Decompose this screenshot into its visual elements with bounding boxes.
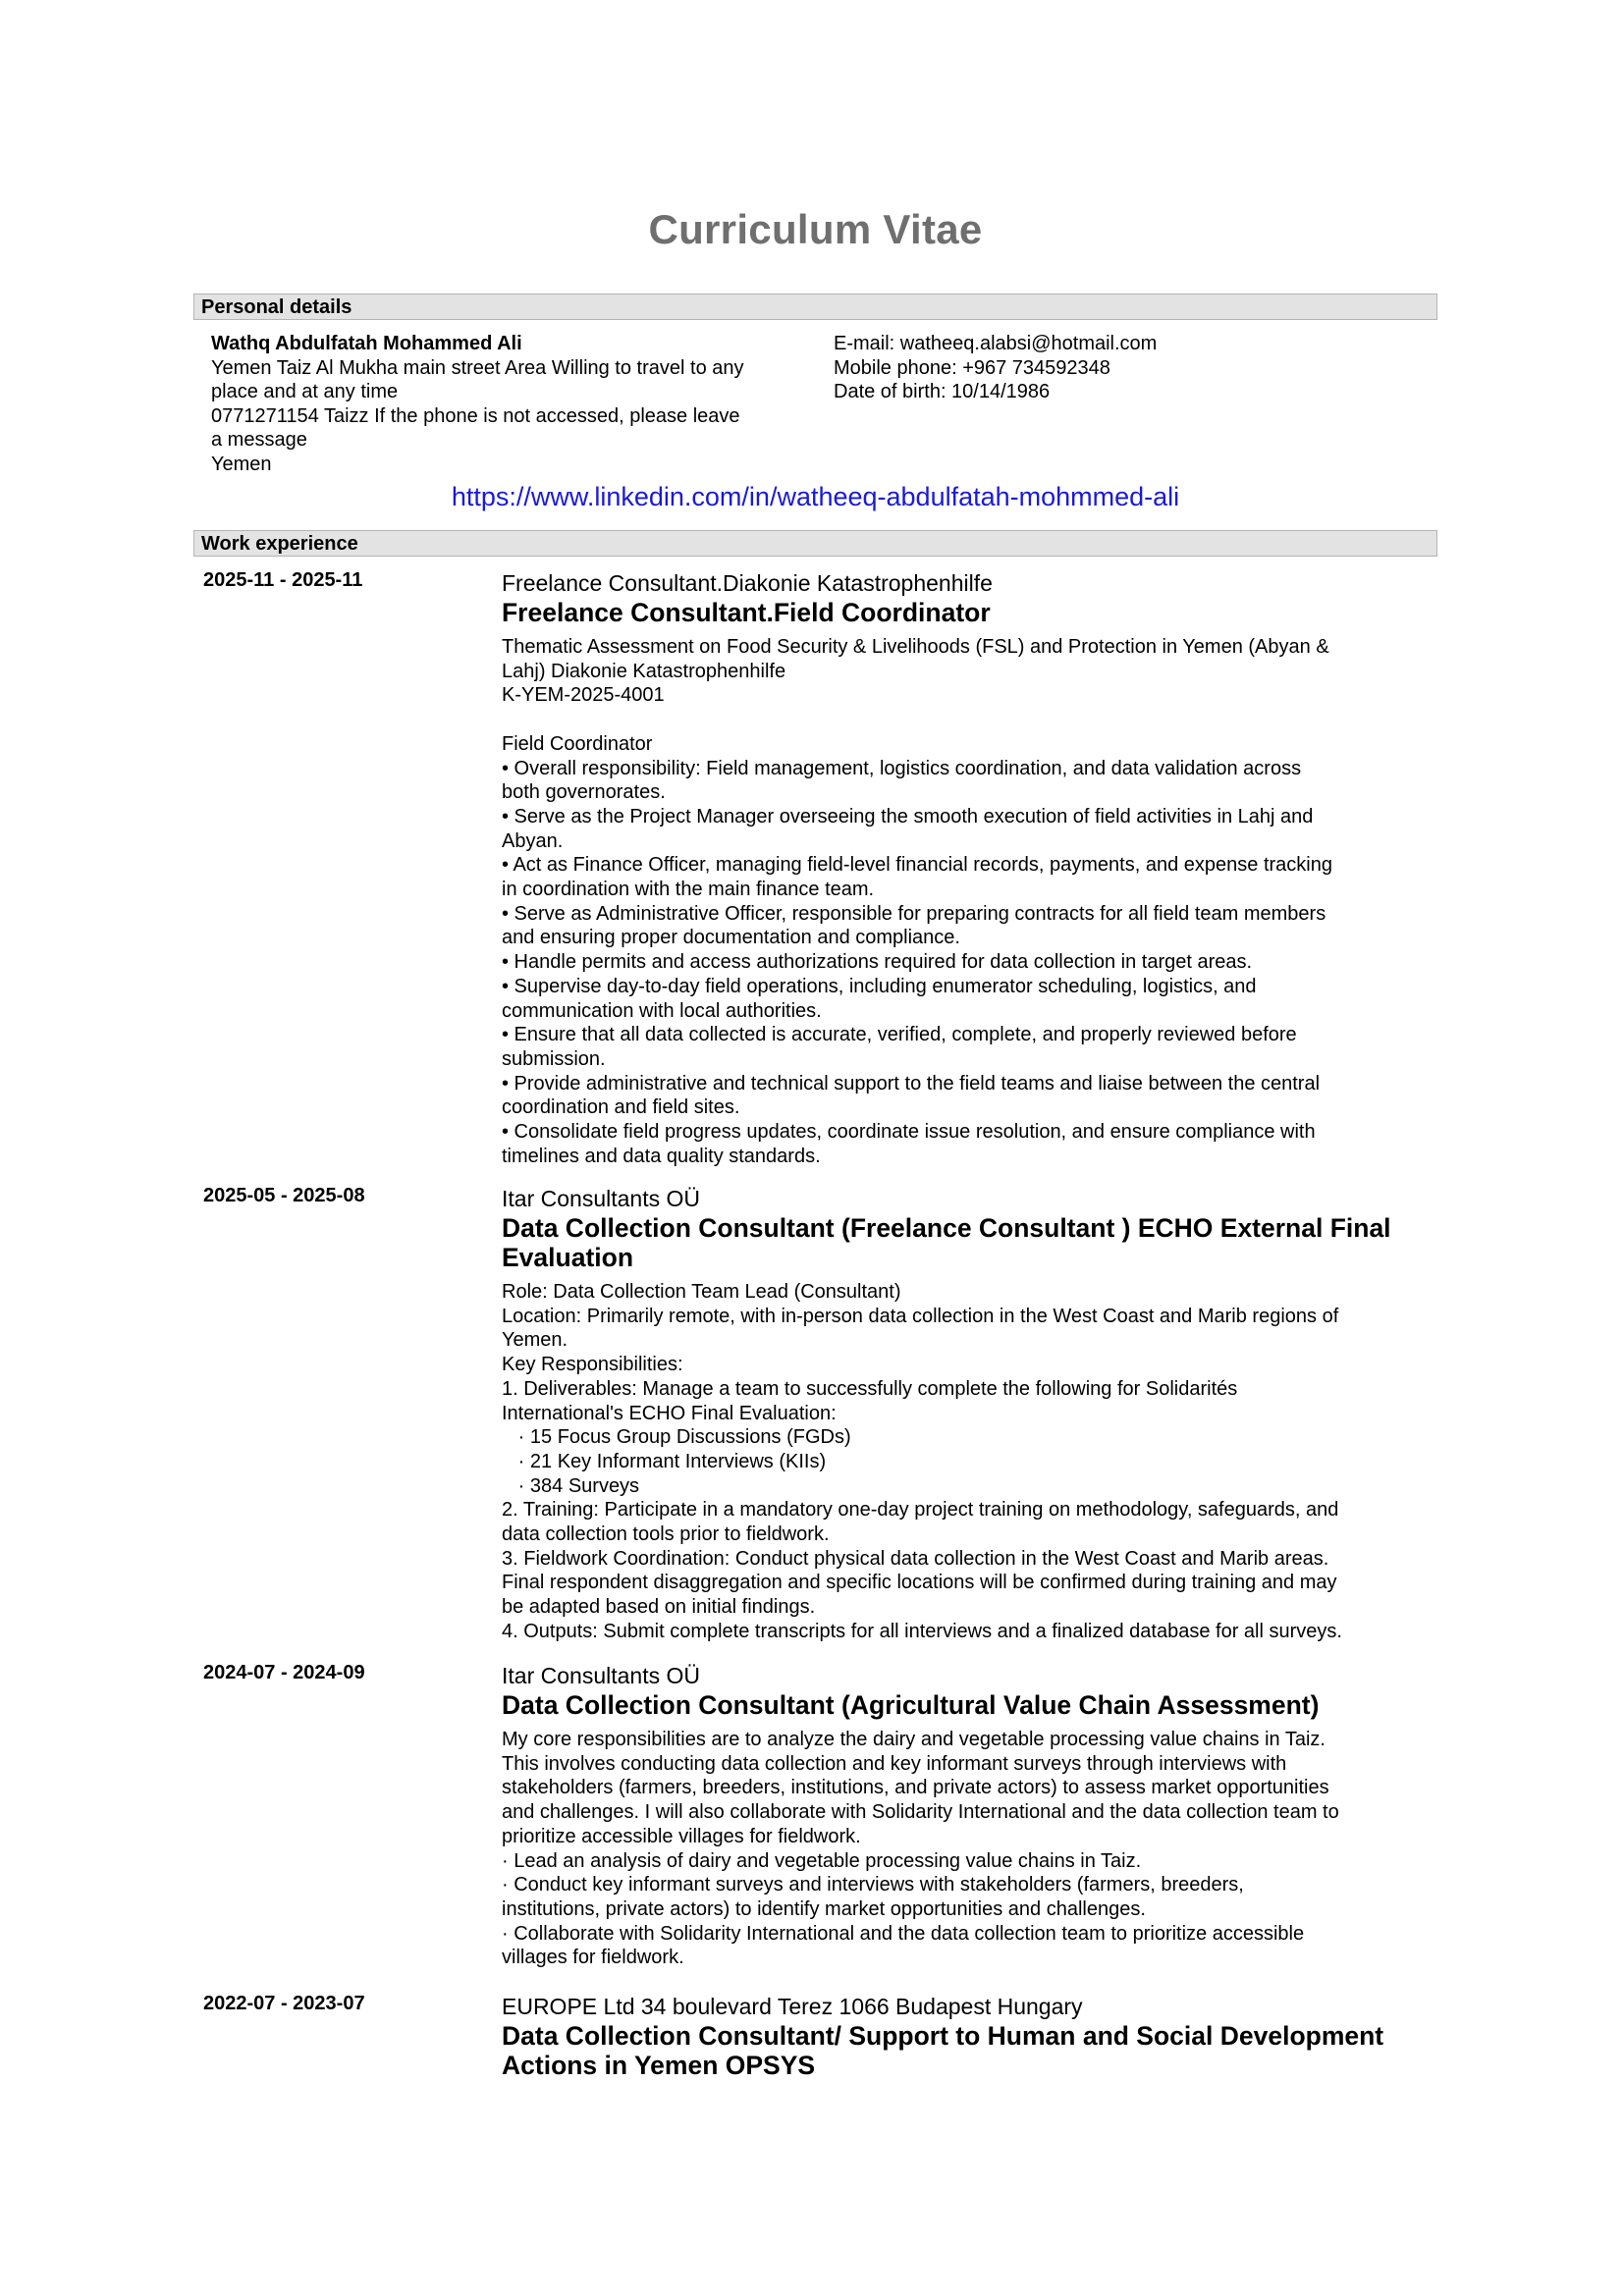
job-body xyxy=(502,569,1425,1168)
mobile-phone: Mobile phone: +967 734592348 xyxy=(834,356,1110,379)
phone-note-line-1: 0771271154 Taizz If the phone is not accessed, please leave xyxy=(211,404,740,427)
linkedin-link[interactable]: https://www.linkedin.com/in/watheeq-abdulfatah-mohmmed-ali xyxy=(451,482,1180,511)
phone-note-line-2: a message xyxy=(211,429,307,452)
personal-right-column xyxy=(834,332,1423,404)
job-description: Role: Data Collection Team Lead (Consultant) Location: Primarily remote, with in-person data collection in the West Coast and Marib regions of Yemen. Key Responsibilities: 1. Deliverables: Manage a team to successfully complete the following for Solidarités International's ECHO Final Evaluation: · 15 Focus Group Discussions (FGDs) · 21 Key Informant Interviews (KIIs) · 384 Surveys 2. Training: Participate in a mandatory one-day project training on methodology, safeguards, and data collection tools prior to fieldwork. 3. Fieldwork Coordination: Conduct physical data collection in the West Coast and Marib areas. Final respondent disaggregation and specific locations will be confirmed during training and may be adapted based on initial findings. 4. Outputs: Submit complete transcripts for all interviews and a finalized database for all surveys. xyxy=(502,1281,1342,1642)
job-role: Data Collection Consultant (Agricultural Value Chain Assessment) xyxy=(502,1690,1320,1720)
personal-left-column xyxy=(211,332,800,477)
job-description: My core responsibilities are to analyze the dairy and vegetable processing value chains in Taiz. This involves conducting data collection and key informant surveys through interviews with stakeholders (farmers, breeders, institutions, and private actors) to assess market opportunities and challenges. I will also collaborate with Solidarity International and the data collection team to prioritize accessible villages for fieldwork. · Lead an analysis of dairy and vegetable processing value chains in Taiz. · Conduct key informant surveys and interviews with stakeholders (farmers, breeders, institutions, private actors) to identify market opportunities and challenges. · Collaborate with Solidarity International and the data collection team to prioritize accessible villages for fieldwork. xyxy=(502,1729,1339,1969)
job-body xyxy=(502,1185,1425,1644)
job-organization: Freelance Consultant.Diakonie Katastrophenhilfe xyxy=(502,570,993,596)
job-role: Freelance Consultant.Field Coordinator xyxy=(502,598,991,627)
address-line-1: Yemen Taiz Al Mukha main street Area Willing to travel to any xyxy=(211,356,744,379)
full-name: Wathq Abdulfatah Mohammed Ali xyxy=(211,333,522,354)
country: Yemen xyxy=(211,453,272,475)
job-organization: EUROPE Ltd 34 boulevard Terez 1066 Budapest Hungary xyxy=(502,1994,1083,2019)
job-dates: 2025-11 - 2025-11 xyxy=(203,569,363,591)
job-organization: Itar Consultants OÜ xyxy=(502,1186,700,1211)
personal-details-header: Personal details xyxy=(193,294,1437,320)
job-body xyxy=(502,1993,1425,2080)
job-body xyxy=(502,1662,1425,1970)
job-description: Thematic Assessment on Food Security & Livelihoods (FSL) and Protection in Yemen (Abyan & Lahj) Diakonie Katastrophenhilfe K-YEM-2025-4001 Field Coordinator • Overall responsibility: Field management, logistics coordination, and data validation across both governorates. • Serve as the Project Manager overseeing the smooth execution of field activities in Lahj and Abyan. • Act as Finance Officer, managing field-level financial records, payments, and expense tracking in coordination with the main finance team. • Serve as Administrative Officer, responsible for preparing contracts for all field team members and ensuring proper documentation and compliance. • Handle permits and access authorizations required for data collection in target areas. • Supervise day-to-day field operations, including enumerator scheduling, logistics, and communication with local authorities. • Ensure that all data collected is accurate, verified, complete, and properly reviewed before submission. • Provide administrative and technical support to the field teams and liaise between the central coordination and field sites. • Consolidate field progress updates, coordinate issue resolution, and ensure compliance with timelines and data quality standards. xyxy=(502,636,1332,1167)
job-dates: 2024-07 - 2024-09 xyxy=(203,1662,365,1683)
address-line-2: place and at any time xyxy=(211,381,399,403)
job-dates: 2025-05 - 2025-08 xyxy=(203,1185,365,1206)
job-organization: Itar Consultants OÜ xyxy=(502,1663,700,1688)
job-role: Data Collection Consultant (Freelance Consultant ) ECHO External Final Evaluation xyxy=(502,1213,1391,1272)
job-dates: 2022-07 - 2023-07 xyxy=(203,1993,365,2014)
date-of-birth: Date of birth: 10/14/1986 xyxy=(834,381,1051,403)
work-experience-header: Work experience xyxy=(193,530,1437,557)
job-role: Data Collection Consultant/ Support to Human and Social Development Actions in Yemen OPSYS xyxy=(502,2021,1384,2080)
email: E-mail: watheeq.alabsi@hotmail.com xyxy=(834,333,1158,354)
page-title: Curriculum Vitae xyxy=(648,206,983,252)
